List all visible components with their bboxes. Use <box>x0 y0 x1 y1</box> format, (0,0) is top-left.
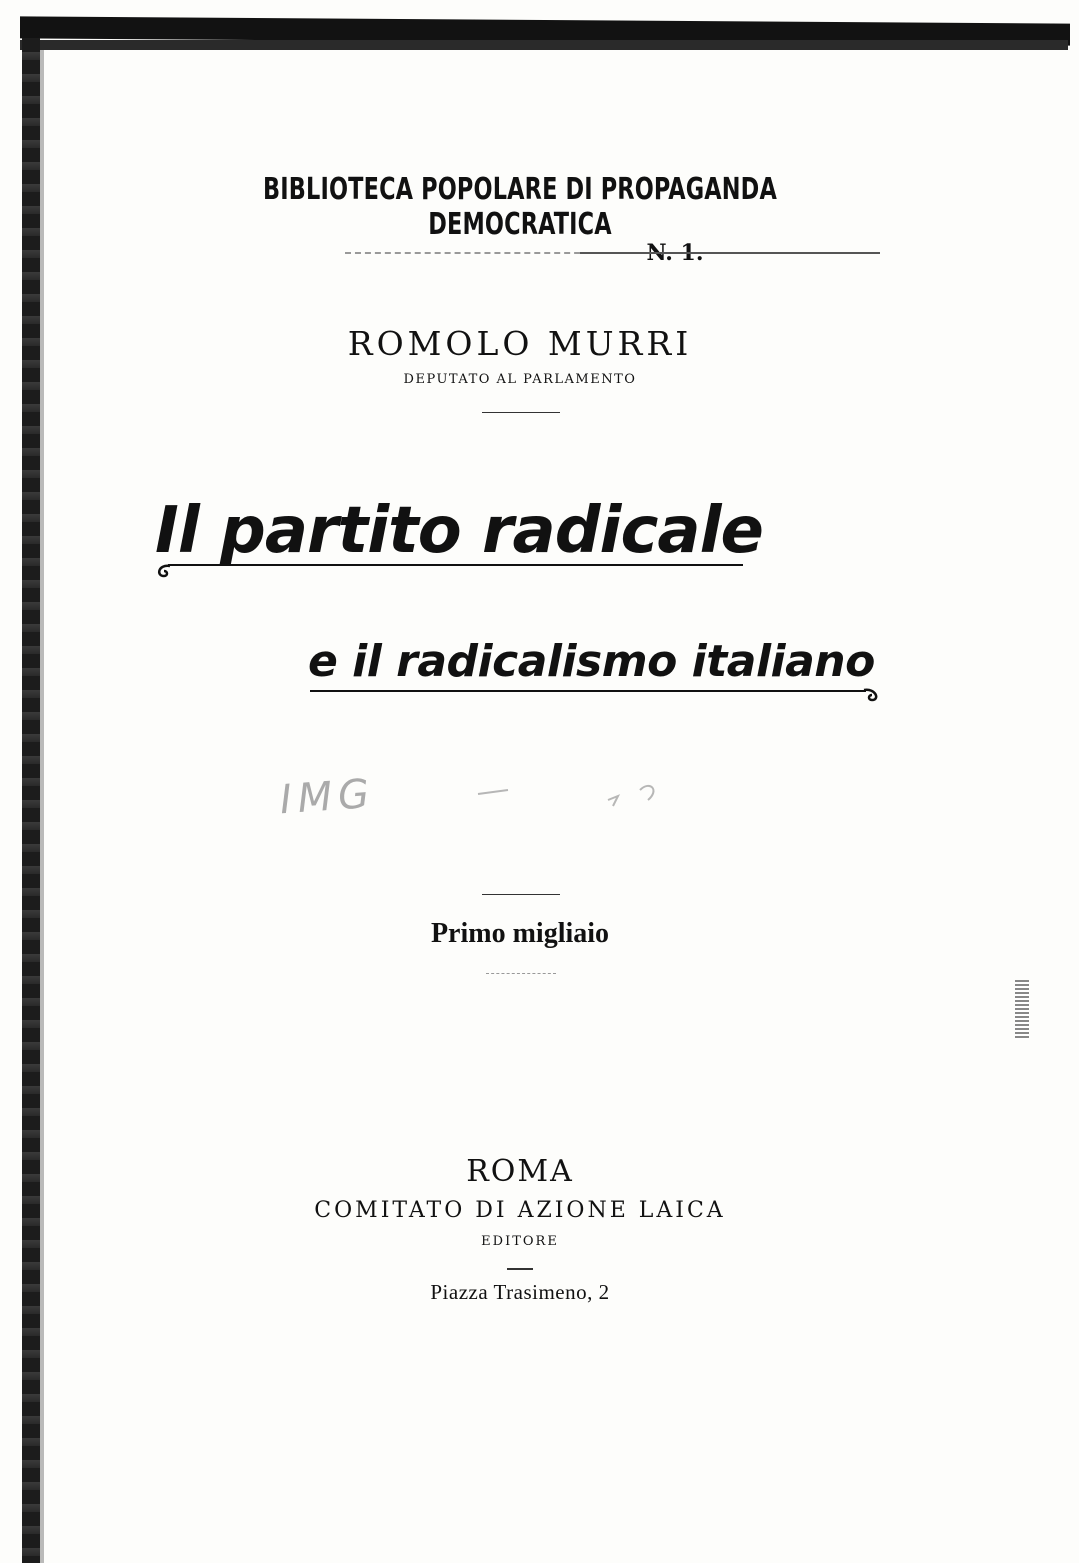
imprint-city: ROMA <box>466 1154 574 1189</box>
scan-right-smudge <box>1015 980 1029 1040</box>
book-title: Il partito radicale <box>155 494 763 568</box>
edition-rule-bottom <box>486 973 556 974</box>
author-rule <box>482 412 560 413</box>
imprint-publisher: COMITATO DI AZIONE LAICA <box>314 1198 726 1223</box>
subtitle-flourish-icon <box>860 686 884 706</box>
series-number-row <box>150 240 890 264</box>
book-subtitle: e il radicalismo italiano <box>308 636 875 687</box>
author-role: DEPUTATO AL PARLAMENTO <box>403 372 637 387</box>
edition-label: Primo migliaio <box>430 918 610 949</box>
imprint-publisher-role: EDITORE <box>481 1234 559 1249</box>
subtitle-underline <box>310 690 866 692</box>
handwritten-note-text: IMG <box>278 770 377 824</box>
title-underline <box>168 564 743 566</box>
scan-top-border-shadow <box>20 40 1068 50</box>
number-rule-right <box>580 252 880 254</box>
scan-left-border-shadow <box>40 50 44 1563</box>
series-number: N. 1. <box>646 240 704 266</box>
scan-left-border <box>22 38 40 1563</box>
handwritten-pencil-note <box>268 760 708 840</box>
title-flourish-icon <box>152 562 176 582</box>
author-name: ROMOLO MURRI <box>347 324 693 363</box>
edition-rule-top <box>482 894 560 895</box>
imprint-rule <box>507 1268 533 1270</box>
imprint-address: Piazza Trasimeno, 2 <box>430 1280 610 1304</box>
number-rule-left <box>345 252 610 254</box>
series-title: BIBLIOTECA POPOLARE DI PROPAGANDA DEMOCRATICA <box>263 172 777 242</box>
